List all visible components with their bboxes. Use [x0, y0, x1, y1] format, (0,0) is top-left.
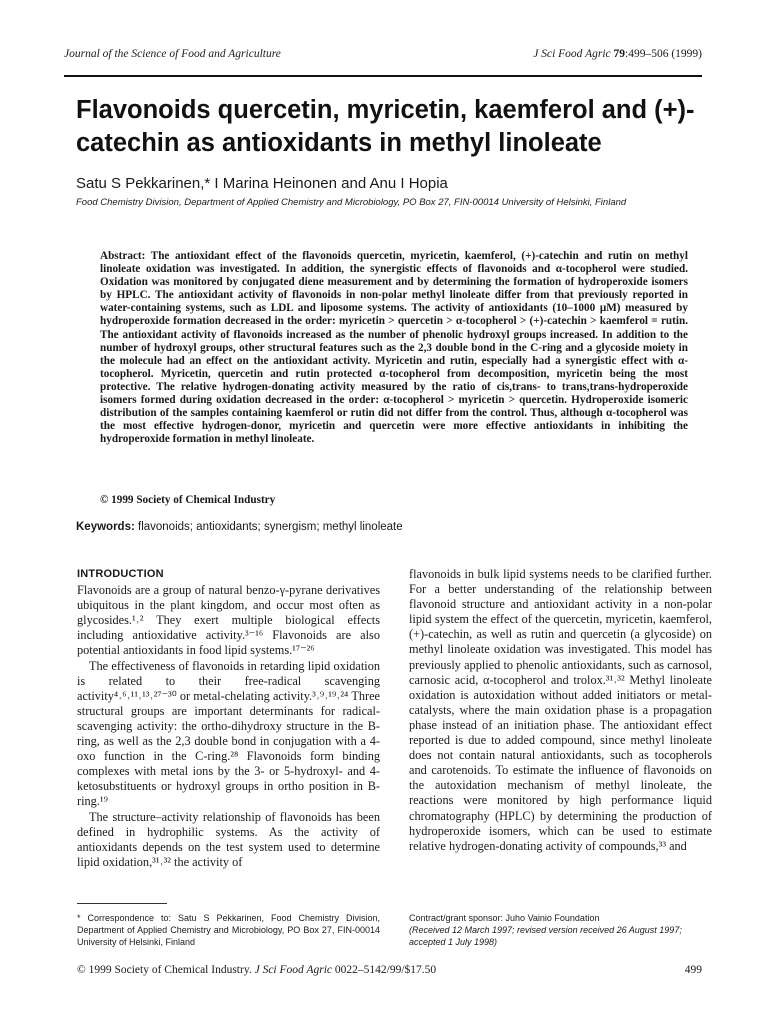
abstract-copyright: © 1999 Society of Chemical Industry	[100, 494, 276, 506]
header-rule	[64, 75, 702, 77]
keywords	[76, 521, 403, 533]
footer-citation	[77, 964, 436, 976]
paragraph: The effectiveness of flavonoids in retarding lipid oxidation is related to their free-radical scavenging activity⁴˒⁶˒¹¹˒¹³˒²⁷⁻³⁰ or metal-chelating activity.³˒⁹˒¹⁹˒²⁴ Three structural groups are important determinants for radical-scavenging activity: the ortho-dihydroxy structure in the B-ring, as well as the 2,3 double bond in conjugation with a 4-oxo function in the C-ring.²⁸ Flavonoids form binding complexes with metal ions by the 3- or 5-hydroxyl- and 4-ketosubstituents or hydroxyl groups in ortho position in B-ring.¹⁹	[77, 658, 380, 809]
section-heading: INTRODUCTION	[77, 568, 164, 580]
abstract-text: The antioxidant effect of the flavonoids quercetin, myricetin, kaemferol, (+)-catechin and rutin on methyl linoleate oxidation was investigated. In addition, the synergistic effects of flavonoids and α-tocopherol were studied. Oxidation was monitored by conjugated diene measurement and by determining the formation of hydroperoxide isomers by HPLC. The antioxidant activity of flavonoids in non-polar methyl linoleate differ from that previously reported in water-containing systems, such as LDL and liposome systems. The activity of antioxidants (10–1000 μM) measured by hydroperoxide formation decreased in the order: myricetin > quercetin > α-tocopherol > (+)-catechin > kaemferol = rutin. The antioxidant activity of flavonoids increased as the number of phenolic hydroxyl groups increased. In addition to the number of hydroxyl groups, other structural features such as the 2,3 double bond in the C-ring and a glycoside moiety in the molecule had an effect on the antioxidant activity. Myricetin and rutin, especially had a synergistic effect with α-tocopherol. Myricetin, quercetin and rutin protected α-tocopherol from decomposition, myricetin being the most protective. The relative hydrogen-donating activity measured by the ratio of cis,trans- to trans,trans-hydroperoxide isomers formed during oxidation decreased in the order: α-tocopherol > myricetin > quercetin. Hydroperoxide isomeric distribution of the samples containing kaemferol or rutin did not differ from the control. Thus, although α-tocopherol was the most effective hydrogen-donor, myricetin and quercetin were more effective antioxidants in inhibiting the hydroperoxide formation in methyl linoleate.	[100, 250, 688, 446]
correspondence-footnote: * Correspondence to: Satu S Pekkarinen, Food Chemistry Division, Department of Applied Chemistry and Microbiology, PO Box 27, FIN-00014 University of Helsinki, Finland	[77, 913, 380, 947]
article-title: Flavonoids quercetin, myricetin, kaemferol and (+)-catechin as antioxidants in methyl linoleate	[76, 96, 695, 157]
abstract	[100, 250, 688, 446]
sponsor-line: Contract/grant sponsor: Juho Vainio Foundation	[409, 913, 600, 923]
body-column-right	[409, 567, 712, 854]
citation-pages-year: :499–506 (1999)	[625, 48, 702, 60]
article-affiliation: Food Chemistry Division, Department of Applied Chemistry and Microbiology, PO Box 27, FIN-00014 University of Helsinki, Finland	[76, 197, 627, 208]
page-footer	[77, 964, 702, 980]
running-header	[64, 44, 702, 64]
paragraph: The structure–activity relationship of flavonoids has been defined in hydrophilic systems. As the activity of antioxidants depends on the test system used to determine lipid oxidation,³¹˒³² the activity of	[77, 809, 380, 869]
page-number: 499	[684, 964, 702, 976]
keywords-label: Keywords:	[76, 521, 135, 533]
footnote-rule	[77, 903, 167, 904]
paragraph: flavonoids in bulk lipid systems needs to be clarified further. For a better understanding of the relationship between flavonoid structure and antioxidant activity in a non-polar lipid system the effect of the quercetin, myricetin, kaemferol, (+)-catechin, as well as rutin and quercetin (a glycoside) on methyl linoleate oxidation was investigated. This model has previously applied to phenolic antioxidants, such as carnosol, carnosic acid, α-tocopherol and trolox.³¹˒³² Methyl linoleate oxidation is autoxidation without added initiators or metal-catalysts, where the main oxidation phase is a propagation phase instead of an initiation phase. The antioxidant effect reported is due to added compound, since methyl linoleate does not contain natural antioxidants, such as tocopherols and carotenoids. To estimate the influence of flavonoids on the autoxidation mechanism of methyl linoleate, the reactions were monitored by high performance liquid chromatography (HPLC) by determining the production of hydroperoxide isomers, which can be used to estimate relative hydrogen-donating activity of compounds,³³ and	[409, 567, 712, 853]
journal-name: Journal of the Science of Food and Agriculture	[64, 48, 281, 60]
footer-journal: J Sci Food Agric	[254, 964, 332, 976]
body-column-left	[77, 567, 380, 870]
footer-copyright: © 1999 Society of Chemical Industry.	[77, 964, 252, 976]
citation-volume: 79	[613, 48, 626, 60]
citation-journal: J Sci Food Agric	[533, 48, 611, 60]
paragraph: Flavonoids are a group of natural benzo-γ-pyrane derivatives ubiquitous in the plant kingdom, and occur most often as glycosides.¹˒² They exert multiple biological effects including antioxidative activity.³⁻¹⁶ Flavonoids are also potential antioxidants in food lipid systems.¹⁷⁻²⁶	[77, 583, 380, 658]
keywords-text: flavonoids; antioxidants; synergism; methyl linoleate	[138, 521, 403, 533]
abstract-label: Abstract:	[100, 250, 146, 262]
footer-issn: 0022–5142/99/$17.50	[334, 964, 437, 976]
sponsor-footnote	[409, 912, 712, 948]
received-dates: (Received 12 March 1997; revised version received 26 August 1997; accepted 1 July 1998)	[409, 925, 682, 947]
article-authors: Satu S Pekkarinen,* I Marina Heinonen and Anu I Hopia	[76, 175, 448, 192]
journal-citation	[533, 48, 702, 60]
